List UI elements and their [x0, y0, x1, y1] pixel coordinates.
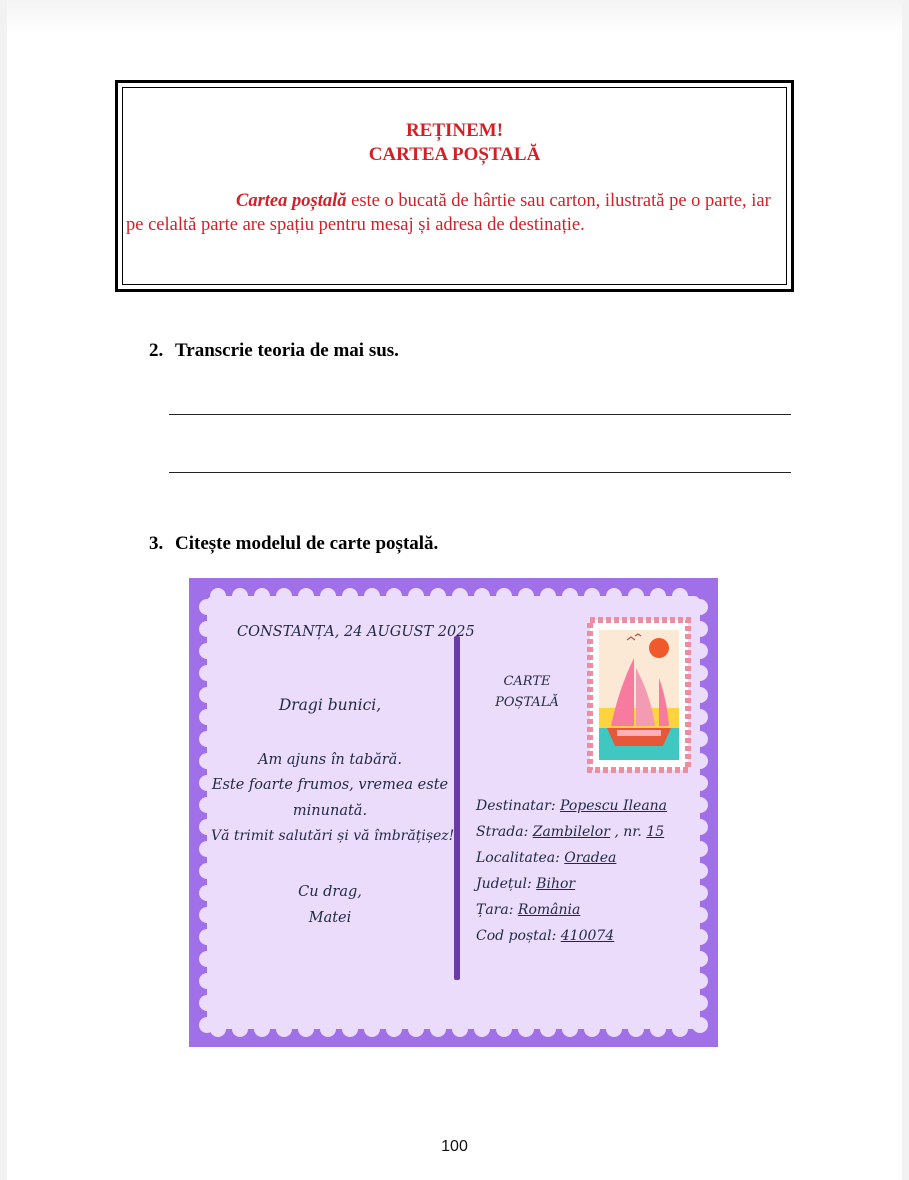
note-box: [115, 80, 794, 292]
task-3: [149, 533, 438, 555]
recipient-value: Popescu Ileana: [560, 798, 668, 814]
address-locality: [476, 850, 616, 866]
postal-value: 410074: [560, 928, 615, 944]
postcard-message-line-4: Vă trimit salutări și vă îmbrățișez!: [211, 828, 455, 844]
ship-stamp-icon: [590, 620, 688, 770]
street-value: Zambilelor: [532, 824, 610, 840]
locality-value: Oradea: [564, 850, 617, 866]
definition-text: este o bucată de hârtie sau carton, ilustrată pe o parte, iar pe celaltă parte are spațiu pentru mesaj și adresa de destinație.: [126, 191, 771, 235]
definition-term: Cartea poștală: [236, 191, 347, 211]
writing-line-1[interactable]: [169, 414, 791, 415]
postcard-title-line-1: CARTE: [503, 674, 551, 689]
address-street: [476, 824, 664, 840]
county-label: Județul:: [476, 876, 532, 892]
task-3-number: 3.: [149, 533, 164, 554]
street-number: 15: [646, 824, 665, 840]
page-number: 100: [441, 1138, 468, 1155]
street-label: Strada:: [476, 824, 529, 840]
note-title: REȚINEM!: [405, 120, 504, 141]
task-2-text: Transcrie teoria de mai sus.: [175, 340, 399, 361]
postcard-illustration: [189, 578, 718, 1047]
address-postal-code: [476, 928, 614, 944]
note-subtitle: CARTEA POȘTALĂ: [368, 144, 541, 165]
county-value: Bihor: [536, 876, 576, 892]
postcard-message-line-2: Este foarte frumos, vremea este: [211, 777, 449, 793]
postcard-closing: Cu drag,: [298, 884, 362, 900]
workbook-page: [7, 0, 902, 1180]
task-3-text: Citește modelul de carte poștală.: [175, 533, 439, 554]
note-box-inner-border: [122, 87, 787, 285]
locality-label: Localitatea:: [476, 850, 560, 866]
street-separator: , nr.: [609, 824, 647, 840]
address-country: [476, 902, 580, 918]
writing-line-2[interactable]: [169, 472, 791, 473]
country-label: Țara:: [476, 902, 514, 918]
recipient-label: Destinatar:: [476, 798, 556, 814]
country-value: România: [517, 902, 581, 918]
postcard-signature: Matei: [308, 910, 352, 926]
postal-label: Cod poștal:: [476, 928, 557, 944]
postcard-message-line-1: Am ajuns în tabără.: [258, 752, 402, 768]
note-definition: [126, 189, 771, 237]
postcard-title-line-2: POȘTALĂ: [495, 695, 559, 710]
task-2-number: 2.: [149, 340, 164, 361]
postcard-greeting: Dragi bunici,: [278, 696, 382, 714]
top-shadow: [7, 0, 902, 34]
task-2: [149, 340, 399, 362]
postcard-date-line: CONSTANȚA, 24 AUGUST 2025: [237, 624, 475, 640]
postcard-divider: [454, 636, 460, 980]
address-county: [476, 876, 575, 892]
address-recipient: [476, 798, 667, 814]
postcard-message-line-3: minunată.: [292, 803, 368, 819]
